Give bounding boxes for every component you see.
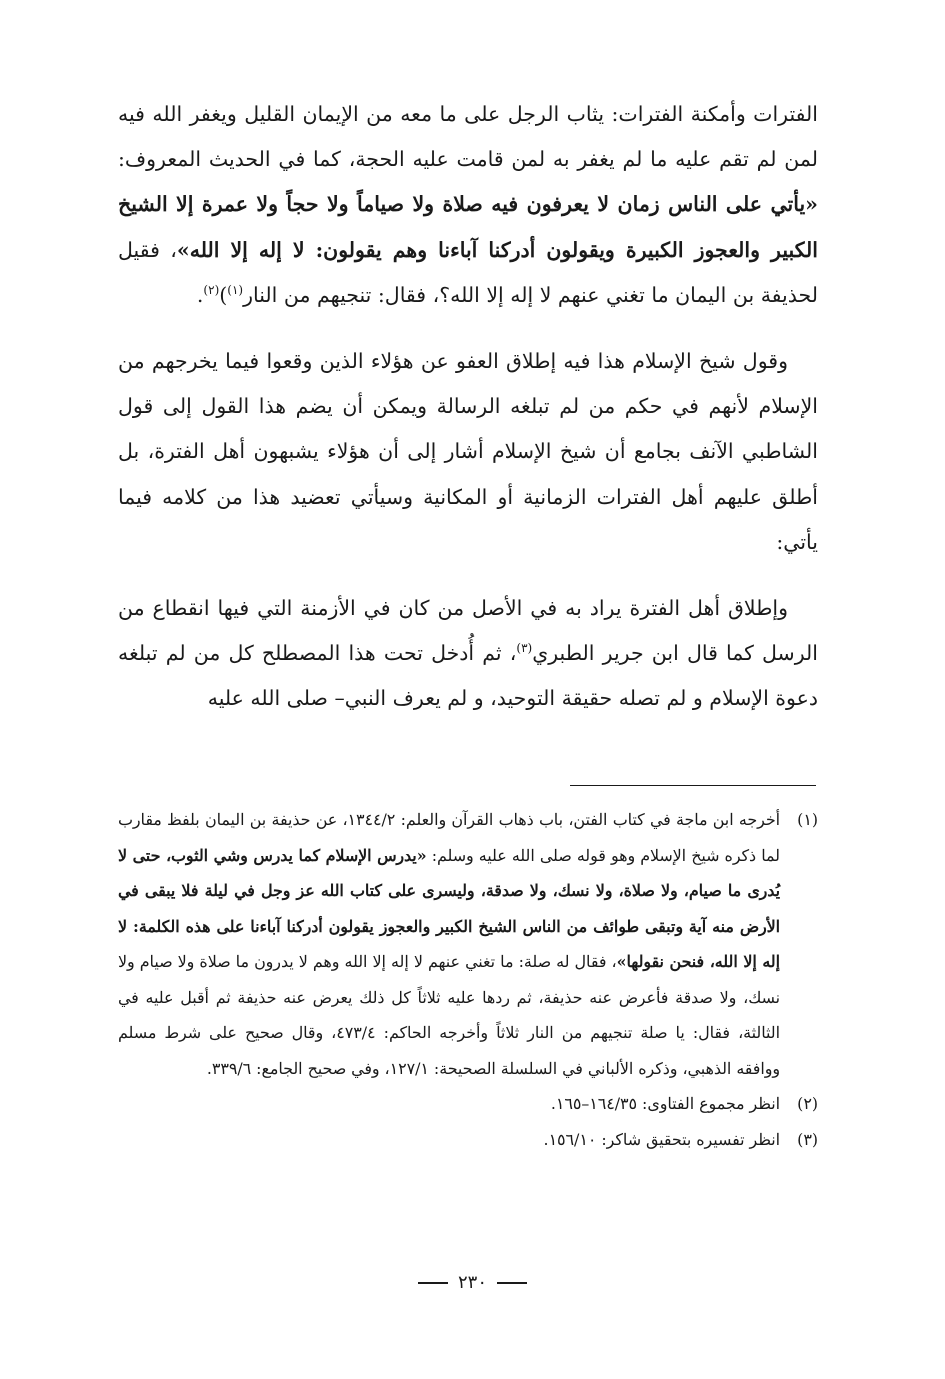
footnote-ref-3: (٣) (516, 641, 533, 656)
page-number: ٢٣٠ (457, 1272, 487, 1293)
footnote-3 (118, 1122, 818, 1158)
paragraph-2: وقول شيخ الإسلام هذا فيه إطلاق العفو عن هؤلاء الذين وقعوا فيما يخرجهم من الإسلام لأنهم في حكم من لم تبلغه الرسالة ويمكن أن يضم هذا القول إلى قول الشاطبي الآنف بجامع أن شيخ الإسلام أشار إلى أن هؤلاء يشبهون أهل الفترة، بل أطلق عليهم أهل الفترات الزمانية أو المكانية وسيأتي تعضيد هذا من كلامه فيما يأتي: (118, 349, 818, 554)
paragraph-3 (118, 586, 818, 722)
footnote-ref-2: (٢) (203, 282, 220, 297)
paragraph-3-text: وإطلاق أهل الفترة يراد به في الأصل من كان في الأزمنة التي فيها انقطاع من الرسل كما قال ابن جرير الطبري (118, 596, 818, 666)
paragraph-1-text: الفترات وأمكنة الفترات: يثاب الرجل على ما معه من الإيمان القليل ويغفر الله فيه لمن لم تقم عليه ما لم يغفر به لمن قامت عليه الحجة، كما في الحديث المعروف: (118, 102, 818, 172)
footnote-3-number: (٣) (797, 1129, 818, 1149)
folio-dash-left (418, 1282, 448, 1284)
footnote-separator (570, 785, 816, 786)
footnote-1-number: (١) (797, 810, 818, 829)
footnote-1-text-b: ، فقال له صلة: ما تغني عنهم لا إله إلا الله وهم لا يدرون ما صلاة ولا صيام ولا نسك، ولا صدقة فأعرض عنه حذيفة، ثم ردها عليه ثلاثاً كل ذلك يعرض عنه حذيفة ثم أقبل عليه في الثالثة، فقال: يا صلة تنجيهم من النار ثلاثاً وأخرجه الحاكم: ٤٧٣/٤، وقال صحيح على شرط مسلم ووافقه الذهبي، وذكره الألباني في السلسلة الصحيحة: ١٢٧/١، وفي صحيح الجامع: ٣٣٩/٦. (118, 952, 780, 1078)
paragraph-1 (118, 92, 818, 318)
main-text (118, 92, 818, 743)
hadith-quote: «يأتي على الناس زمان لا يعرفون فيه صلاة ولا صياماً ولا حجاً ولا عمرة إلا الشيخ الكبير والعجوز الكبيرة ويقولون أدركنا آباءنا وهم يقولون: لا إله إلا الله» (118, 192, 818, 262)
footnote-1 (118, 802, 818, 1086)
footnote-1-text-a: أخرجه ابن ماجة في كتاب الفتن، باب ذهاب القرآن والعلم: ١٣٤٤/٢، عن حذيفة بن اليمان بلفظ مقارب لما ذكره شيخ الإسلام وهو قوله صلى الله عليه وسلم: (118, 810, 780, 865)
closing-paren: ) (219, 282, 228, 307)
footnotes (118, 802, 818, 1157)
page-number-footer (0, 1272, 945, 1293)
footnote-2-text: انظر مجموع الفتاوى: ١٦٤/٣٥–١٦٥. (550, 1094, 780, 1113)
footnote-ref-1: (١) (227, 282, 244, 297)
footnote-1-text (118, 802, 780, 1086)
paragraph-3-text-cont: ، ثم أُدخل تحت هذا المصطلح كل من لم تبلغه دعوة الإسلام و لم تصله حقيقة التوحيد، و لم يعرف النبي– صلى الله عليه (118, 641, 818, 711)
folio-dash-right (497, 1282, 527, 1284)
paragraph-1-text-cont: ، فقيل لحذيفة بن اليمان ما تغني عنهم لا إله إلا الله؟، فقال: تنجيهم من النار (118, 237, 818, 307)
footnote-2 (118, 1086, 818, 1122)
footnote-1-hadith: «يدرس الإسلام كما يدرس وشي الثوب، حتى لا يُدرى ما صيام، ولا صلاة، ولا نسك، ولا صدقة، وليسرى على كتاب الله عز وجل في ليلة فلا يبقى في الأرض منه آية وتبقى طوائف من الناس الشيخ الكبير والعجوز يقولون أدركنا آباءنا على هذه الكلمة: لا إله إلا الله، فنحن نقولها» (118, 845, 780, 971)
paragraph-1-end: . (196, 282, 204, 307)
footnote-3-text: انظر تفسيره بتحقيق شاكر: ١٥٦/١٠. (543, 1129, 780, 1149)
footnote-2-number: (٢) (797, 1094, 818, 1113)
